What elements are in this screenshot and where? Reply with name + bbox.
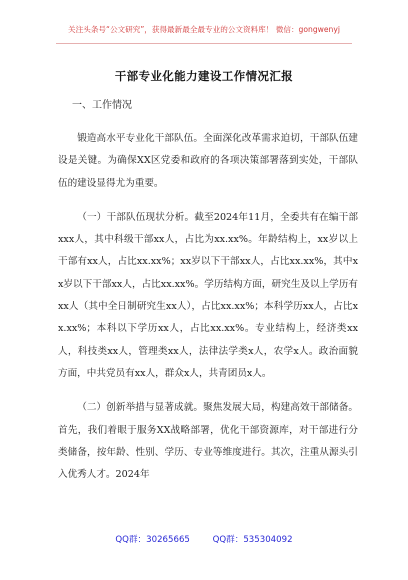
footer-qq-group-2: QQ群：535304092 — [212, 535, 293, 545]
paragraph: （一）干部队伍现状分析。截至2024年11月，全委共有在编干部xxx人，其中科级干部xx人，占比为xx.xx%。年龄结构上，xx岁以上干部有xx人，占比xx.xx%；xx岁以下干部xx人，占比xx.xx%，其中xx岁以下干部xx人，占比xx.xx%。学历结构方面，研究生及以上学历有xx人（其中全日制研究生xx人），占比xx.xx%；本科学历xx人，占比xx.xx%；本科以下学历xx人，占比xx.xx%。专业结构上，经济类xx人，科技类xx人，管理类xx人，法律法学类x人，农学x人。政治面貌方面，中共党员有xx人，群众x人，共青团员x人。 — [58, 211, 358, 379]
footer-contact — [0, 533, 408, 545]
footer-qq-group-1: QQ群：30265665 — [115, 535, 190, 545]
paragraph: 锻造高水平专业化干部队伍。全面深化改革需求迫切，干部队伍建设是关键。为确保XX区党委和政府的各项决策部署落到实处，干部队伍的建设显得尤为重要。 — [58, 133, 358, 189]
document-body — [58, 98, 358, 498]
document-title: 干部专业化能力建设工作情况汇报 — [114, 69, 294, 83]
header-divider — [56, 43, 352, 44]
header-note: 关注头条号“公文研究”，获得最新最全最专业的公文资料库！ 微信：gongwenyj — [68, 25, 340, 34]
section-heading: 一、工作情况 — [72, 100, 132, 111]
paragraph: （二）创新举措与显著成就。聚焦发展大局，构建高效干部储备。首先，我们着眼于服务XX战略部署，优化干部资源库，对干部进行分类储备，按年龄、性别、学历、专业等维度进行。其次，注重从源头引入优秀人才。2024年 — [58, 402, 358, 481]
